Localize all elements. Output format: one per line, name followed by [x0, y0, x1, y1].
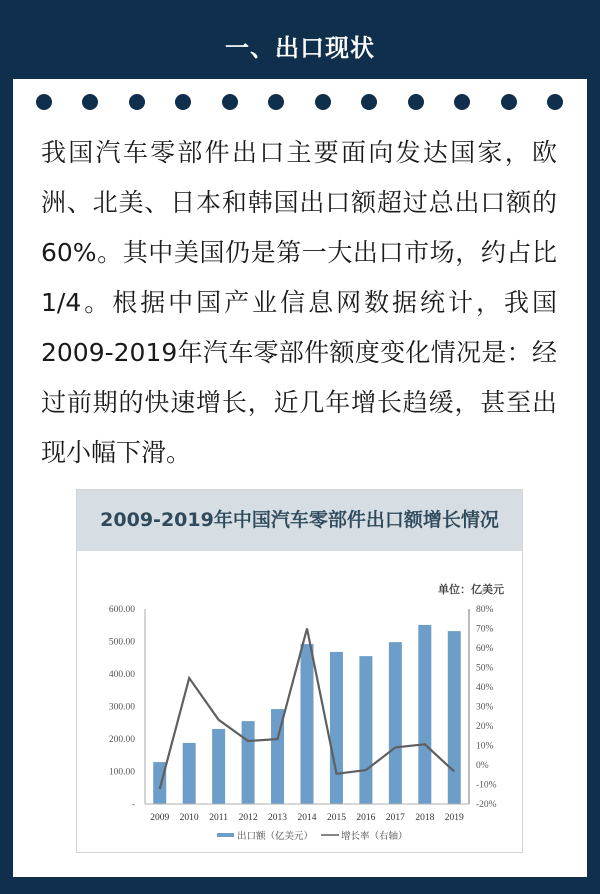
dot-icon — [361, 94, 377, 110]
body-line: 洲、北美、日本和韩国出口额超过总出口额的 — [41, 188, 557, 217]
dot-icon — [129, 94, 145, 110]
x-tick-label: 2015 — [326, 813, 346, 823]
y-tick-label: 200.00 — [108, 735, 135, 745]
dot-icon — [408, 94, 424, 110]
y-tick-label: 400.00 — [108, 670, 135, 680]
y2-tick-label: 0% — [476, 761, 489, 771]
dot-icon — [82, 94, 98, 110]
y2-tick-label: 20% — [476, 722, 494, 732]
y2-tick-label: 50% — [476, 663, 494, 674]
bar — [183, 743, 196, 804]
x-tick-label: 2019 — [444, 813, 464, 823]
bar — [359, 656, 372, 804]
dot-icon — [547, 94, 563, 110]
body-line: 过前期的快速增长，近几年增长趋缓，甚至出 — [41, 388, 557, 417]
bar — [418, 625, 431, 804]
bar — [330, 652, 343, 804]
chart-title: 2009-2019年中国汽车零部件出口额增长情况 — [100, 509, 499, 531]
unit-label: 单位：亿美元 — [438, 584, 504, 596]
body-line: 我国汽车零部件出口主要面向发达国家，欧 — [41, 138, 557, 167]
decorative-dot-row — [13, 79, 587, 125]
body-line: 2009-2019年汽车零部件额度变化情况是：经 — [41, 338, 557, 367]
dot-icon — [501, 94, 517, 110]
section-title: 一、出口现状 — [225, 34, 375, 62]
content-card — [13, 79, 587, 877]
y2-tick-label: 40% — [476, 683, 494, 693]
x-tick-label: 2010 — [179, 813, 199, 823]
combo-chart — [77, 490, 522, 852]
y2-tick-label: 30% — [476, 702, 494, 713]
x-tick-label: 2012 — [238, 813, 258, 823]
dot-icon — [36, 94, 52, 110]
body-line: 现小幅下滑。 — [41, 438, 192, 467]
bar — [448, 631, 461, 804]
y2-tick-label: 10% — [476, 741, 494, 752]
y-tick-label: 100.00 — [108, 767, 135, 778]
body-line: 60%。其中美国仍是第一大出口市场，约占比 — [41, 238, 557, 267]
body-line: 1/4。根据中国产业信息网数据统计，我国 — [41, 288, 557, 317]
legend-label: 出口额（亿美元） — [237, 832, 314, 842]
bar — [242, 721, 255, 804]
x-tick-label: 2009 — [150, 813, 170, 823]
dot-icon — [268, 94, 284, 110]
y2-tick-label: 60% — [476, 644, 494, 654]
dot-icon — [315, 94, 331, 110]
dot-icon — [175, 94, 191, 110]
y-tick-label: 500.00 — [108, 637, 135, 648]
legend-bar-swatch-icon — [217, 833, 234, 837]
chart-figure — [76, 489, 523, 853]
y-tick-label: 600.00 — [108, 605, 135, 615]
x-tick-label: 2017 — [385, 813, 405, 823]
body-paragraph — [41, 128, 557, 478]
y2-tick-label: -20% — [476, 800, 497, 810]
x-tick-label: 2018 — [415, 813, 435, 823]
y2-tick-label: 80% — [476, 605, 494, 615]
bar — [389, 642, 402, 804]
y-tick-label: 300.00 — [108, 702, 135, 713]
y2-tick-label: 70% — [476, 624, 494, 635]
x-tick-label: 2011 — [209, 813, 228, 823]
y2-tick-label: -10% — [476, 780, 497, 791]
x-tick-label: 2013 — [268, 813, 288, 823]
x-tick-label: 2016 — [356, 813, 376, 823]
dot-icon — [454, 94, 470, 110]
dot-icon — [222, 94, 238, 110]
bar — [301, 644, 314, 804]
bar — [212, 729, 225, 804]
x-tick-label: 2014 — [297, 813, 317, 823]
y-tick-label: - — [131, 800, 135, 810]
legend-label: 增长率（右轴） — [341, 832, 408, 842]
